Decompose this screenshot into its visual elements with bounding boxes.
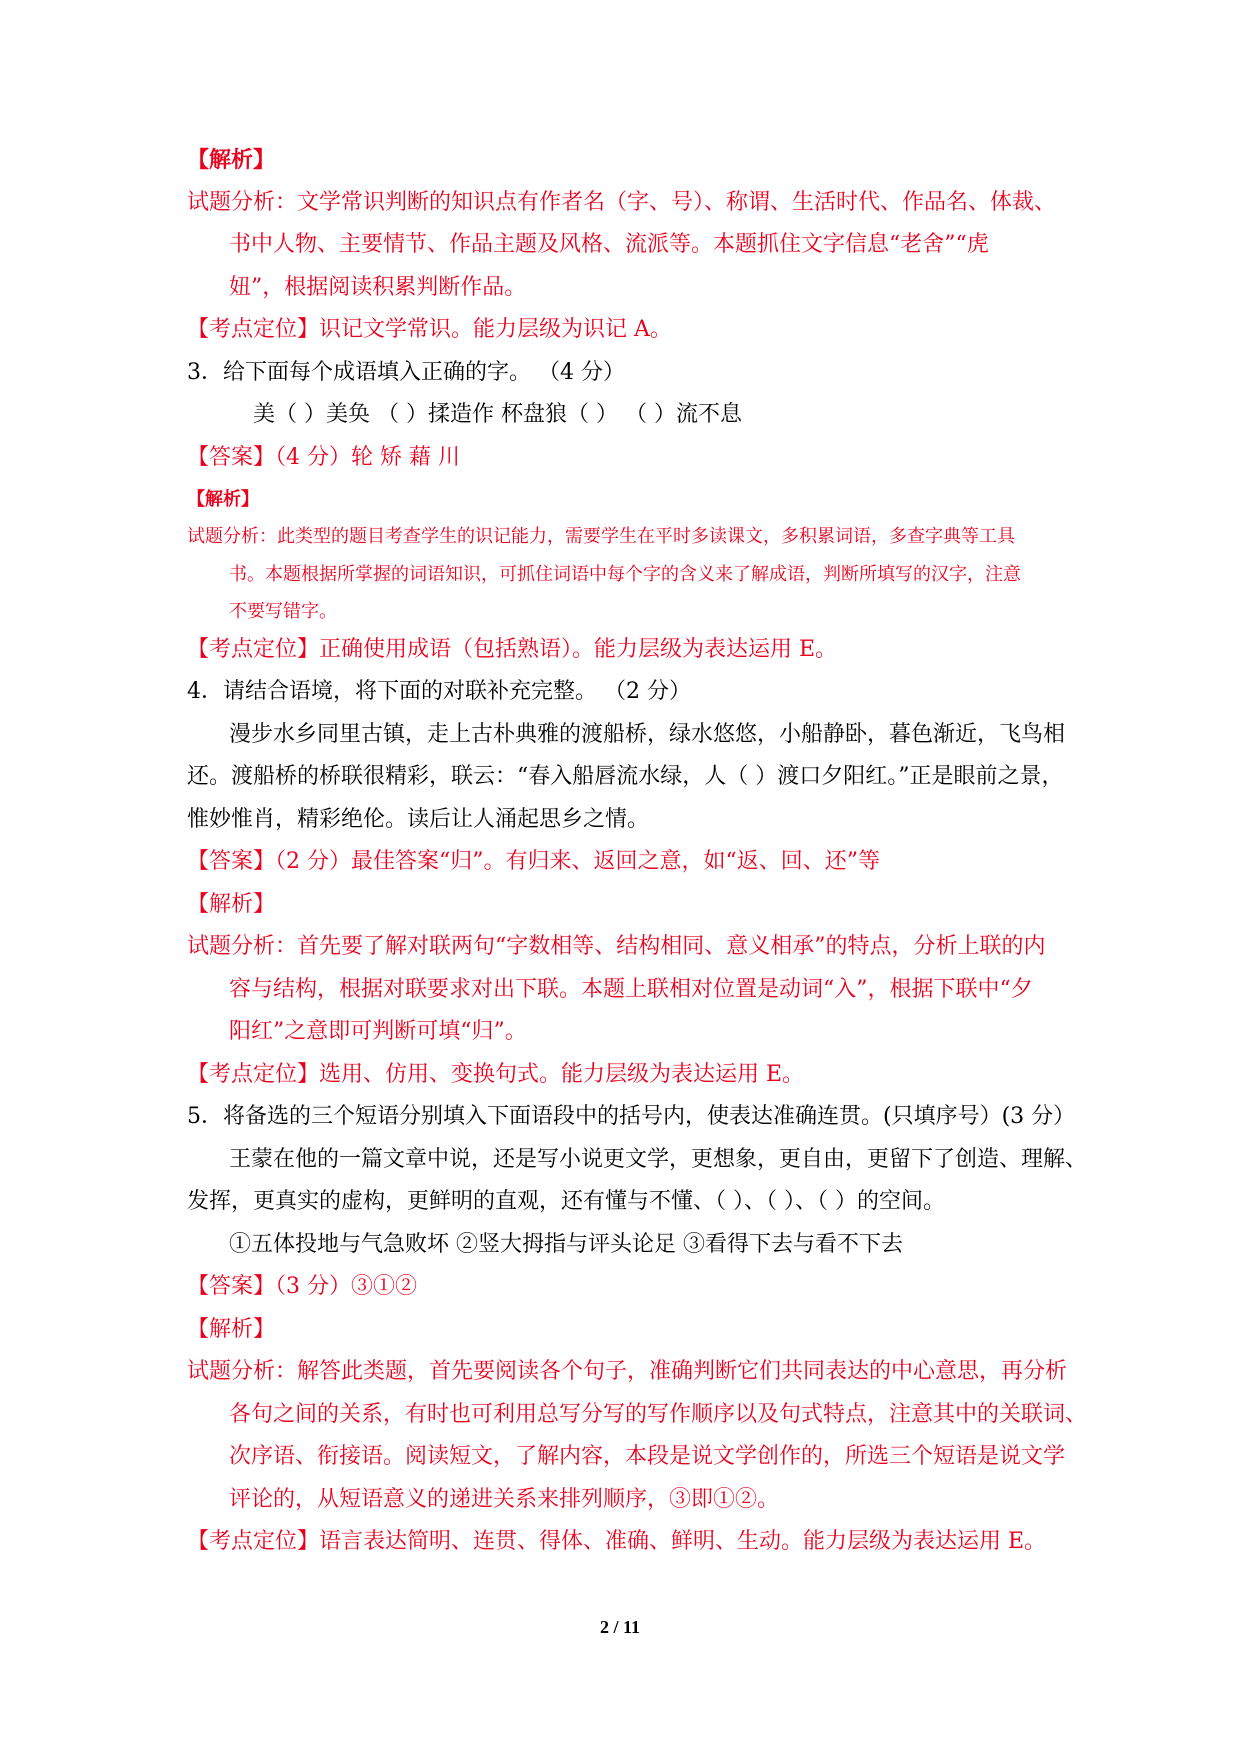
analysis-heading: 【解析】 [187, 489, 259, 510]
key-point-line: 【考点定位】识记文学常识。能力层级为识记 A。 [187, 317, 672, 342]
analysis-text-line: 容与结构，根据对联要求对出下联。本题上联相对位置是动词“入”，根据下联中“夕 [229, 977, 1033, 1002]
analysis-text-line: 试题分析：文学常识判断的知识点有作者名（字、号）、称谓、生活时代、作品名、体裁、 [187, 190, 1057, 215]
answer-line: 【答案】（2 分）最佳答案“归”。有归来、返回之意，如“返、回、还”等 [187, 849, 880, 874]
analysis-text-line: 书中人物、主要情节、作品主题及风格、流派等。本题抓住文字信息“老舍”“虎 [229, 232, 989, 257]
analysis-text-line: 试题分析：解答此类题，首先要阅读各个句子，准确判断它们共同表达的中心意思，再分析 [187, 1359, 1068, 1384]
answer-line: 【答案】（4 分）轮 矫 藉 川 [187, 445, 460, 470]
analysis-text-line: 阳红”之意即可判断可填“归”。 [229, 1019, 527, 1044]
key-point-line: 【考点定位】正确使用成语（包括熟语）。能力层级为表达运用 E。 [187, 637, 838, 662]
analysis-text-line: 试题分析：此类型的题目考查学生的识记能力，需要学生在平时多读课文，多积累词语，多查字典等工具 [187, 526, 1015, 547]
question-3-items: 美（ ）美奂 （ ）揉造作 杯盘狼（ ） （ ）流不息 [253, 402, 742, 427]
question-4-passage-line: 惟妙惟肖，精彩绝伦。读后让人涌起思乡之情。 [187, 807, 650, 832]
analysis-text-line: 评论的，从短语意义的递进关系来排列顺序，③即①②。 [229, 1487, 780, 1512]
page-number: 2 / 11 [599, 1617, 640, 1637]
analysis-heading: 【解析】 [187, 892, 276, 917]
question-4-passage-line: 漫步水乡同里古镇，走上古朴典雅的渡船桥，绿水悠悠，小船静卧，暮色渐近，飞鸟相 [229, 722, 1066, 747]
key-point-line: 【考点定位】选用、仿用、变换句式。能力层级为表达运用 E。 [187, 1062, 805, 1087]
analysis-text-line: 次序语、衔接语。阅读短文，了解内容，本段是说文学创作的，所选三个短语是说文学 [229, 1444, 1066, 1469]
question-5-options: ①五体投地与气急败坏 ②竖大拇指与评头论足 ③看得下去与看不下去 [229, 1232, 903, 1257]
question-5-passage-line: 发挥，更真实的虚构，更鲜明的直观，还有懂与不懂、（ ）、（ ）、（ ）的空间。 [187, 1189, 945, 1214]
key-point-line: 【考点定位】语言表达简明、连贯、得体、准确、鲜明、生动。能力层级为表达运用 E。 [187, 1529, 1047, 1554]
analysis-heading: 【解析】 [187, 1317, 276, 1342]
analysis-text-line: 妞”，根据阅读积累判断作品。 [229, 275, 527, 300]
analysis-text-line: 不要写错字。 [229, 601, 337, 622]
answer-line: 【答案】（3 分）③①② [187, 1274, 417, 1299]
analysis-text-line: 书。本题根据所掌握的词语知识，可抓住词语中每个字的含义来了解成语，判断所填写的汉字，注意 [229, 564, 1021, 585]
analysis-text-line: 试题分析：首先要了解对联两句“字数相等、结构相同、意义相承”的特点，分析上联的内 [187, 934, 1046, 959]
analysis-text-line: 各句之间的关系，有时也可利用总写分写的写作顺序以及句式特点，注意其中的关联词、 [229, 1402, 1088, 1427]
question-4-passage-line: 还。渡船桥的桥联很精彩，联云：“春入船唇流水绿，人（ ）渡口夕阳红。”正是眼前之景， [187, 764, 1064, 789]
question-5-passage-line: 王蒙在他的一篇文章中说，还是写小说更文学，更想象，更自由，更留下了创造、理解、 [229, 1147, 1088, 1172]
question-3-prompt: 3．给下面每个成语填入正确的字。 （4 分） [187, 360, 625, 385]
question-5-prompt: 5．将备选的三个短语分别填入下面语段中的括号内，使表达准确连贯。(只填序号）(3 分） [187, 1104, 1076, 1129]
analysis-heading: 【解析】 [187, 147, 276, 173]
question-4-prompt: 4．请结合语境，将下面的对联补充完整。 （2 分） [187, 679, 691, 704]
